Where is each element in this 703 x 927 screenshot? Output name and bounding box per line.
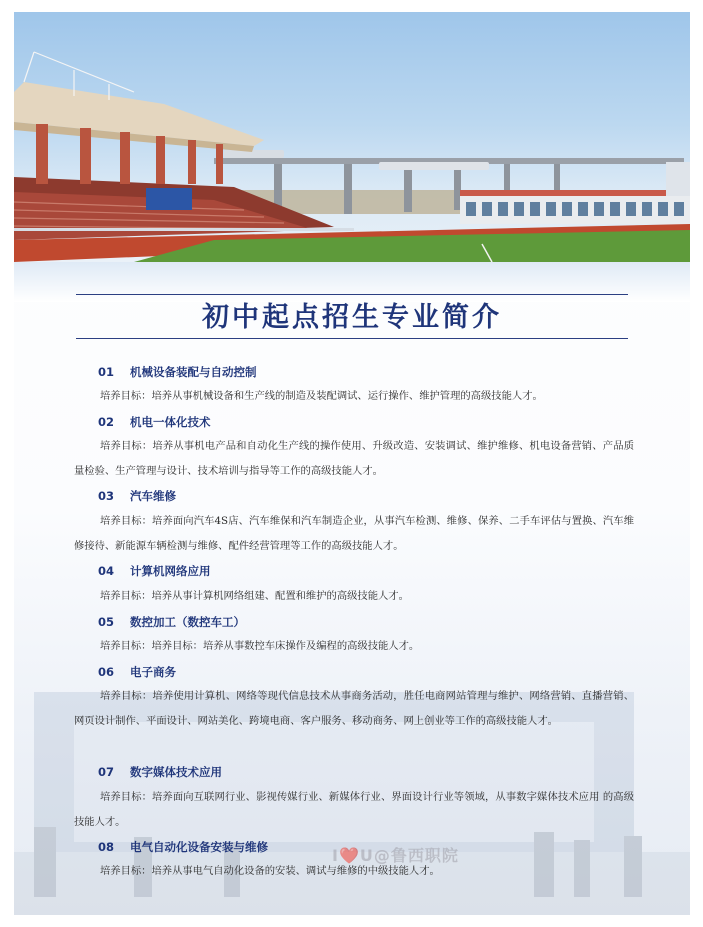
page-title: 初中起点招生专业简介 bbox=[202, 302, 502, 333]
major-heading bbox=[98, 612, 245, 632]
major-heading bbox=[98, 837, 268, 857]
major-description: 培养目标：培养面向互联网行业、影视传媒行业、新媒体行业、界面设计行业等领域，从事数字媒体技术应用 的高级技能人才。 bbox=[74, 791, 634, 828]
major-name: 电气自动化设备安装与维修 bbox=[130, 840, 268, 854]
brochure-page bbox=[14, 12, 690, 915]
major-number: 03 bbox=[98, 489, 115, 503]
major-number: 06 bbox=[98, 665, 115, 679]
major-heading bbox=[98, 412, 211, 432]
major-description: 培养目标：培养使用计算机、网络等现代信息技术从事商务活动，胜任电商网站管理与维护、网络营销、直播营销、 网页设计制作、平面设计、网站美化、跨境电商、客户服务、移动商务、网上创业等工作的高级技能人才。 bbox=[74, 690, 634, 727]
major-description: 培养目标：培养从事机械设备和生产线的制造及装配调试、运行操作、维护管理的高级技能人才。 bbox=[100, 390, 543, 402]
major-name: 汽车维修 bbox=[130, 489, 176, 503]
major-number: 08 bbox=[98, 840, 115, 854]
major-number: 02 bbox=[98, 415, 115, 429]
major-description: 培养目标：培养目标：培养从事数控车床操作及编程的高级技能人才。 bbox=[100, 640, 420, 652]
major-description: 培养目标：培养从事机电产品和自动化生产线的操作使用、升级改造、安装调试、维护维修、机电设备营销、产品质量检验、生产管理与设计、技术培训与指导等工作的高级技能人才。 bbox=[74, 440, 634, 477]
major-name: 机电一体化技术 bbox=[130, 415, 211, 429]
major-name: 电子商务 bbox=[130, 665, 176, 679]
major-description: 培养目标：培养面向汽车4S店、汽车维保和汽车制造企业，从事汽车检测、维修、保养、二手车评估与置换、汽车维修接待、新能源车辆检测与维修、配件经营管理等工作的高级技能人才。 bbox=[74, 515, 634, 552]
majors-list bbox=[14, 12, 690, 915]
major-description: 培养目标：培养从事电气自动化设备的安装、调试与维修的中级技能人才。 bbox=[100, 865, 440, 877]
major-heading bbox=[98, 362, 257, 382]
major-description: 培养目标：培养从事计算机网络组建、配置和维护的高级技能人才。 bbox=[100, 590, 409, 602]
major-heading bbox=[98, 561, 211, 581]
major-heading bbox=[98, 486, 176, 506]
major-name: 数控加工（数控车工） bbox=[130, 615, 245, 629]
major-name: 数字媒体技术应用 bbox=[130, 765, 222, 779]
major-name: 计算机网络应用 bbox=[130, 564, 211, 578]
major-number: 05 bbox=[98, 615, 115, 629]
major-number: 01 bbox=[98, 365, 115, 379]
major-heading bbox=[98, 762, 222, 782]
watermark: I❤️U@鲁西职院 bbox=[332, 846, 459, 865]
major-number: 04 bbox=[98, 564, 115, 578]
major-name: 机械设备装配与自动控制 bbox=[130, 365, 257, 379]
major-heading bbox=[98, 662, 176, 682]
major-number: 07 bbox=[98, 765, 115, 779]
